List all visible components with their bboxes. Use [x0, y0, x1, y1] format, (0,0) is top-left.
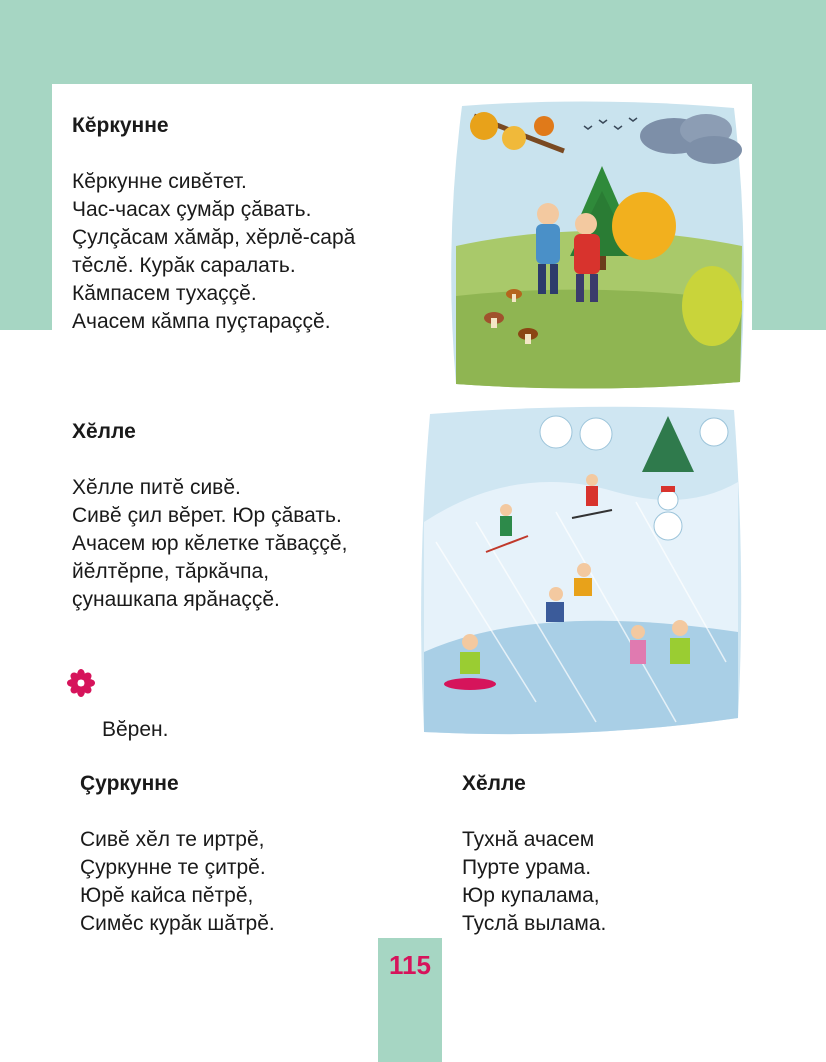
autumn-line: Çулçăсам хăмăр, хĕрлĕ-сарă — [72, 226, 356, 249]
winter-illustration — [416, 402, 746, 742]
winter-poem-text — [462, 826, 606, 938]
winter-poem-line: Пурте урама. — [462, 856, 592, 879]
spring-poem-line: Юрĕ кайса пĕтрĕ, — [80, 884, 254, 907]
autumn-line: тĕслĕ. Курăк саралать. — [72, 254, 296, 277]
winter-poem-heading: Хĕлле — [462, 772, 526, 795]
autumn-line: Кĕркунне сивĕтет. — [72, 170, 247, 193]
winter-line: Сивĕ çил вĕрет. Юр çăвать. — [72, 504, 342, 527]
yellow-bush-icon — [612, 192, 676, 260]
left-color-band — [0, 84, 52, 330]
autumn-illustration — [444, 96, 750, 392]
autumn-text — [72, 168, 355, 336]
spring-poem-line: Çуркунне те çитрĕ. — [80, 856, 266, 879]
autumn-heading: Кĕркунне — [72, 114, 169, 137]
winter-poem-line: Юр купалама, — [462, 884, 600, 907]
winter-poem-line: Туслă вылама. — [462, 912, 607, 935]
winter-line: çунашкапа ярăнаççĕ. — [72, 588, 280, 611]
flower-asterisk-icon — [66, 668, 96, 698]
exercise-instruction: Вĕрен. — [102, 718, 169, 741]
winter-line: йĕлтĕрпе, тăркăчпа, — [72, 560, 270, 583]
right-color-band — [752, 84, 826, 330]
green-bush-icon — [682, 266, 742, 346]
autumn-line: Ачасем кăмпа пуçтараççĕ. — [72, 310, 331, 333]
winter-heading: Хĕлле — [72, 420, 136, 443]
spring-poem-line: Симĕс курăк шăтрĕ. — [80, 912, 275, 935]
spring-poem-text — [80, 826, 275, 938]
autumn-line: Кăмпасем тухаççĕ. — [72, 282, 257, 305]
winter-line: Ачасем юр кĕлетке тăваççĕ, — [72, 532, 348, 555]
spring-poem-line: Сивĕ хĕл те иртрĕ, — [80, 828, 265, 851]
winter-line: Хĕлле питĕ сивĕ. — [72, 476, 241, 499]
winter-poem-line: Тухнă ачасем — [462, 828, 595, 851]
page-number: 115 — [389, 950, 431, 980]
top-color-band — [0, 0, 826, 84]
winter-text — [72, 474, 347, 614]
spring-poem-heading: Çуркунне — [80, 772, 179, 795]
autumn-line: Час-часах çумăр çăвать. — [72, 198, 312, 221]
